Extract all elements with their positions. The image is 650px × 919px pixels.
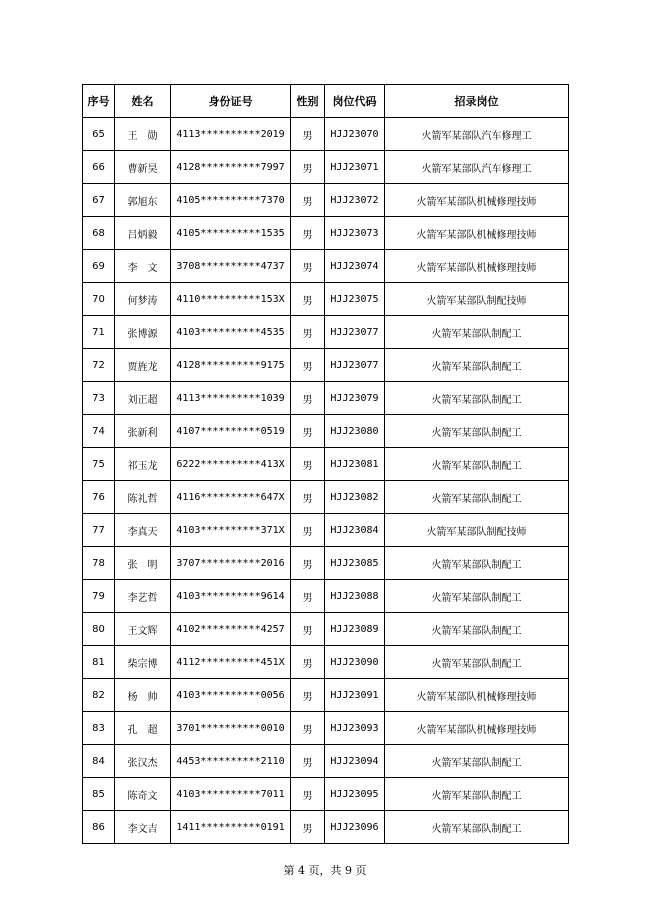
cell-name: 张汉杰 xyxy=(115,745,171,778)
cell-name: 祁玉龙 xyxy=(115,448,171,481)
cell-position-code: HJJ23084 xyxy=(325,514,385,547)
cell-id-number: 4116**********647X xyxy=(171,481,291,514)
cell-id-number: 3707**********2016 xyxy=(171,547,291,580)
cell-position: 火箭军某部队制配工 xyxy=(385,415,569,448)
table-row xyxy=(83,547,569,580)
cell-no: 75 xyxy=(83,448,115,481)
header-position: 招录岗位 xyxy=(385,85,569,118)
cell-gender: 男 xyxy=(291,349,325,382)
cell-gender: 男 xyxy=(291,250,325,283)
table-row xyxy=(83,712,569,745)
cell-gender: 男 xyxy=(291,316,325,349)
cell-name: 李 文 xyxy=(115,250,171,283)
cell-name: 张博源 xyxy=(115,316,171,349)
table-row xyxy=(83,316,569,349)
cell-no: 77 xyxy=(83,514,115,547)
cell-no: 68 xyxy=(83,217,115,250)
cell-id-number: 4110**********153X xyxy=(171,283,291,316)
cell-position: 火箭军某部队制配工 xyxy=(385,547,569,580)
table-row xyxy=(83,283,569,316)
cell-id-number: 4107**********0519 xyxy=(171,415,291,448)
cell-id-number: 4105**********1535 xyxy=(171,217,291,250)
table-row xyxy=(83,151,569,184)
cell-id-number: 4103**********0056 xyxy=(171,679,291,712)
cell-position: 火箭军某部队制配工 xyxy=(385,613,569,646)
cell-position: 火箭军某部队制配工 xyxy=(385,778,569,811)
cell-gender: 男 xyxy=(291,778,325,811)
cell-id-number: 4102**********4257 xyxy=(171,613,291,646)
cell-position: 火箭军某部队制配工 xyxy=(385,646,569,679)
cell-gender: 男 xyxy=(291,580,325,613)
cell-position: 火箭军某部队制配工 xyxy=(385,745,569,778)
cell-position: 火箭军某部队制配技师 xyxy=(385,283,569,316)
cell-no: 74 xyxy=(83,415,115,448)
cell-no: 84 xyxy=(83,745,115,778)
cell-gender: 男 xyxy=(291,118,325,151)
cell-position: 火箭军某部队制配工 xyxy=(385,811,569,844)
cell-id-number: 6222**********413X xyxy=(171,448,291,481)
cell-position: 火箭军某部队机械修理技师 xyxy=(385,184,569,217)
cell-id-number: 4112**********451X xyxy=(171,646,291,679)
cell-gender: 男 xyxy=(291,481,325,514)
cell-no: 69 xyxy=(83,250,115,283)
cell-position-code: HJJ23095 xyxy=(325,778,385,811)
cell-position-code: HJJ23071 xyxy=(325,151,385,184)
cell-no: 80 xyxy=(83,613,115,646)
cell-position-code: HJJ23072 xyxy=(325,184,385,217)
header-gender: 性别 xyxy=(291,85,325,118)
cell-id-number: 4113**********2019 xyxy=(171,118,291,151)
cell-id-number: 1411**********0191 xyxy=(171,811,291,844)
cell-id-number: 4103**********371X xyxy=(171,514,291,547)
table-body xyxy=(83,118,569,844)
cell-no: 78 xyxy=(83,547,115,580)
cell-position-code: HJJ23082 xyxy=(325,481,385,514)
cell-position: 火箭军某部队制配工 xyxy=(385,580,569,613)
cell-id-number: 3701**********0010 xyxy=(171,712,291,745)
cell-position: 火箭军某部队制配工 xyxy=(385,448,569,481)
cell-position: 火箭军某部队机械修理技师 xyxy=(385,679,569,712)
cell-name: 何梦涛 xyxy=(115,283,171,316)
cell-position: 火箭军某部队汽车修理工 xyxy=(385,151,569,184)
cell-position-code: HJJ23093 xyxy=(325,712,385,745)
cell-position: 火箭军某部队机械修理技师 xyxy=(385,250,569,283)
table-row xyxy=(83,382,569,415)
cell-position: 火箭军某部队制配工 xyxy=(385,481,569,514)
cell-position: 火箭军某部队制配工 xyxy=(385,349,569,382)
cell-position-code: HJJ23080 xyxy=(325,415,385,448)
table-row xyxy=(83,349,569,382)
table-row xyxy=(83,580,569,613)
cell-position-code: HJJ23085 xyxy=(325,547,385,580)
cell-id-number: 4128**********7997 xyxy=(171,151,291,184)
cell-position-code: HJJ23077 xyxy=(325,316,385,349)
cell-position: 火箭军某部队机械修理技师 xyxy=(385,217,569,250)
cell-position-code: HJJ23089 xyxy=(325,613,385,646)
cell-name: 王文辉 xyxy=(115,613,171,646)
cell-no: 82 xyxy=(83,679,115,712)
cell-gender: 男 xyxy=(291,514,325,547)
cell-position-code: HJJ23096 xyxy=(325,811,385,844)
cell-name: 陈礼哲 xyxy=(115,481,171,514)
cell-no: 83 xyxy=(83,712,115,745)
cell-id-number: 4128**********9175 xyxy=(171,349,291,382)
cell-no: 85 xyxy=(83,778,115,811)
cell-name: 杨 帅 xyxy=(115,679,171,712)
table-row xyxy=(83,415,569,448)
table-row xyxy=(83,481,569,514)
cell-name: 郭旭东 xyxy=(115,184,171,217)
cell-id-number: 3708**********4737 xyxy=(171,250,291,283)
roster-table xyxy=(82,84,569,844)
cell-position-code: HJJ23075 xyxy=(325,283,385,316)
cell-position-code: HJJ23073 xyxy=(325,217,385,250)
table-row xyxy=(83,184,569,217)
cell-no: 65 xyxy=(83,118,115,151)
cell-position: 火箭军某部队制配工 xyxy=(385,316,569,349)
table-row xyxy=(83,745,569,778)
cell-id-number: 4103**********4535 xyxy=(171,316,291,349)
table-row xyxy=(83,217,569,250)
table-row xyxy=(83,778,569,811)
cell-position-code: HJJ23079 xyxy=(325,382,385,415)
cell-id-number: 4103**********7011 xyxy=(171,778,291,811)
table-row xyxy=(83,514,569,547)
cell-position: 火箭军某部队机械修理技师 xyxy=(385,712,569,745)
cell-name: 贾旌龙 xyxy=(115,349,171,382)
cell-name: 吕炳毅 xyxy=(115,217,171,250)
header-row xyxy=(83,85,569,118)
cell-name: 李艺哲 xyxy=(115,580,171,613)
cell-name: 柴宗博 xyxy=(115,646,171,679)
cell-gender: 男 xyxy=(291,382,325,415)
cell-no: 70 xyxy=(83,283,115,316)
cell-gender: 男 xyxy=(291,448,325,481)
cell-id-number: 4453**********2110 xyxy=(171,745,291,778)
cell-gender: 男 xyxy=(291,745,325,778)
cell-gender: 男 xyxy=(291,217,325,250)
cell-id-number: 4113**********1039 xyxy=(171,382,291,415)
cell-no: 72 xyxy=(83,349,115,382)
header-code: 岗位代码 xyxy=(325,85,385,118)
header-name: 姓名 xyxy=(115,85,171,118)
page-number: 第 4 页，共 9 页 xyxy=(283,864,367,877)
cell-gender: 男 xyxy=(291,613,325,646)
cell-position: 火箭军某部队制配工 xyxy=(385,382,569,415)
cell-no: 76 xyxy=(83,481,115,514)
table-row xyxy=(83,811,569,844)
cell-no: 66 xyxy=(83,151,115,184)
cell-position-code: HJJ23088 xyxy=(325,580,385,613)
cell-name: 张新利 xyxy=(115,415,171,448)
table-row xyxy=(83,250,569,283)
cell-position: 火箭军某部队制配技师 xyxy=(385,514,569,547)
cell-name: 曹新昊 xyxy=(115,151,171,184)
cell-no: 73 xyxy=(83,382,115,415)
cell-no: 81 xyxy=(83,646,115,679)
cell-gender: 男 xyxy=(291,712,325,745)
table-row xyxy=(83,448,569,481)
cell-name: 王 勋 xyxy=(115,118,171,151)
cell-position-code: HJJ23094 xyxy=(325,745,385,778)
header-id: 身份证号 xyxy=(171,85,291,118)
table-header xyxy=(83,85,569,118)
cell-position: 火箭军某部队汽车修理工 xyxy=(385,118,569,151)
cell-name: 李真天 xyxy=(115,514,171,547)
cell-no: 71 xyxy=(83,316,115,349)
cell-name: 张 明 xyxy=(115,547,171,580)
cell-position-code: HJJ23070 xyxy=(325,118,385,151)
header-no: 序号 xyxy=(83,85,115,118)
cell-id-number: 4103**********9614 xyxy=(171,580,291,613)
cell-gender: 男 xyxy=(291,811,325,844)
cell-gender: 男 xyxy=(291,679,325,712)
cell-gender: 男 xyxy=(291,547,325,580)
cell-position-code: HJJ23090 xyxy=(325,646,385,679)
cell-gender: 男 xyxy=(291,283,325,316)
table-row xyxy=(83,613,569,646)
table-row xyxy=(83,679,569,712)
cell-name: 李文吉 xyxy=(115,811,171,844)
cell-id-number: 4105**********7370 xyxy=(171,184,291,217)
cell-name: 孔 超 xyxy=(115,712,171,745)
cell-position-code: HJJ23077 xyxy=(325,349,385,382)
cell-position-code: HJJ23091 xyxy=(325,679,385,712)
cell-position-code: HJJ23074 xyxy=(325,250,385,283)
cell-no: 79 xyxy=(83,580,115,613)
cell-no: 86 xyxy=(83,811,115,844)
cell-gender: 男 xyxy=(291,646,325,679)
cell-gender: 男 xyxy=(291,151,325,184)
cell-gender: 男 xyxy=(291,415,325,448)
cell-no: 67 xyxy=(83,184,115,217)
cell-name: 刘正超 xyxy=(115,382,171,415)
cell-gender: 男 xyxy=(291,184,325,217)
table-row xyxy=(83,118,569,151)
cell-position-code: HJJ23081 xyxy=(325,448,385,481)
table-row xyxy=(83,646,569,679)
cell-name: 陈奇文 xyxy=(115,778,171,811)
